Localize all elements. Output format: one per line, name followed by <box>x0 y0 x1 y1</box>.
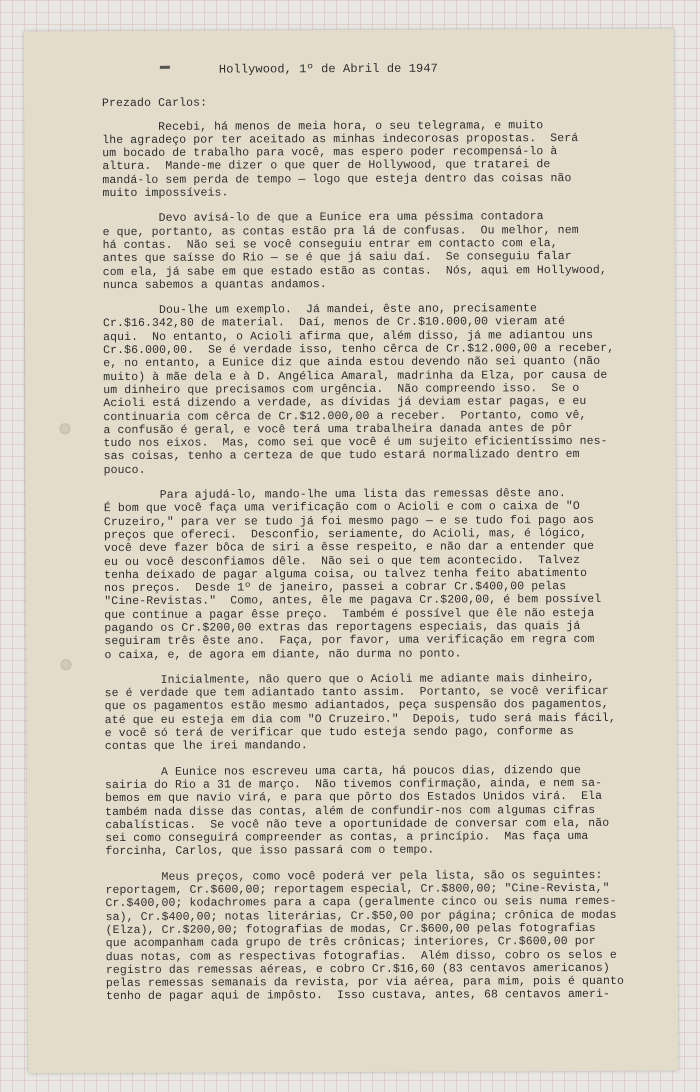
text-line: a confusão é geral, e você terá uma trabalheira danada antes de pôr <box>103 421 573 437</box>
text-line: sas coisas, tenho a certeza de que tudo estará normalizado dentro em <box>103 448 580 464</box>
text-line: que continue a pagar êsse preço. Também é possível que êle não esteja <box>104 606 595 622</box>
text-line: e você só terá de verificar que tudo esteja sendo pago, conforme as <box>104 725 574 741</box>
text-line: sei como conseguirá compreender as contas, a princípio. Mas faça uma <box>105 830 589 846</box>
text-line: sairia do Rio a 31 de março. Não tivemos confirmação, ainda, e nem sa- <box>104 776 603 793</box>
text-line: antes que saísse do Rio — se é que já saiu daí. Se conseguiu falar <box>102 250 572 266</box>
text-line: Cruzeiro," para ver se tudo já foi mesmo pago — e se tudo foi pago aos <box>103 513 594 529</box>
text-line: você deve fazer bôca de siri a êsse respeito, e não dar a entender que <box>103 540 595 556</box>
text-line: Cr.$16.342,80 de material. Daí, menos de Cr.$10.000,00 vieram até <box>102 315 566 331</box>
text-line: Cr.$6.000,00. Se é verdade isso, tenho cêrca de Cr.$12.000,00 a receber, <box>103 341 615 358</box>
text-line: A Eunice nos escreveu uma carta, há poucos dias, dizendo que <box>104 763 582 779</box>
text-line: bemos em que navio virá, e para que pôrto dos Estados Unidos virá. Ela <box>105 790 603 806</box>
text-line: pelas remessas semanais da revista, por via aérea, para mim, pois é quanto <box>105 974 625 991</box>
text-line: cabalísticas. Se você não teve a oportunidade de conversar com ela, não <box>105 816 610 832</box>
text-line: e, no entanto, a Eunice diz que ainda estou devendo não sei quanto (não <box>103 355 601 371</box>
text-line: Devo avisá-lo de que a Eunice era uma péssima contadora <box>102 210 544 226</box>
paragraph <box>105 868 676 1003</box>
text-line: nos preços. Desde 1º de janeiro, passei a cobrar Cr.$400,00 pelas <box>104 580 567 596</box>
text-line: nunca sabemos a quantas andamos. <box>102 277 327 292</box>
text-line: o caixa, e, de agora em diante, não durma no ponto. <box>104 647 462 662</box>
text-line: É bom que você faça uma verificação com o Acioli e com o caixa de "O <box>103 500 580 516</box>
paragraph <box>103 302 674 477</box>
ink-mark <box>160 66 170 69</box>
text-line: seguiram três êste ano. Faça, por favor, uma verificação em regra com <box>104 633 595 649</box>
text-line: eu ou você desconfiamos dêle. Não sei o que tem acontecido. Talvez <box>104 553 581 569</box>
text-line: continuaria com cêrca de Cr.$12.000,00 a receber. Portanto, como vê, <box>103 408 587 424</box>
text-line: Recebi, há menos de meia hora, o seu telegrama, e muito <box>102 118 544 134</box>
punch-hole-top <box>59 423 70 434</box>
text-line: Inicialmente, não quero que o Acioli me adiante mais dinheiro, <box>104 671 595 687</box>
text-line: um bocado de trabalho para você, mas espero poder recompensá-lo à <box>102 145 558 161</box>
punch-hole-bottom <box>60 659 71 670</box>
paragraph <box>104 487 675 662</box>
text-line: e que, portanto, as contas estão pra lá de confusas. Ou melhor, nem <box>102 223 579 239</box>
letter-body <box>102 62 676 1004</box>
text-line: muito) à mãe dela e à D. Angélica Amaral, madrinha da Elza, por causa de <box>103 368 608 384</box>
salutation: Prezado Carlos: <box>102 96 208 111</box>
paragraph <box>105 763 675 859</box>
text-line: com ela, já sabe em que estado estão as contas. Nós, aqui em Hollywood, <box>102 263 607 279</box>
text-line: contas que lhe irei mandando. <box>104 739 308 754</box>
text-line: tenha deixado de pagar alguma coisa, ou talvez tenha feito abatimento <box>104 566 588 582</box>
text-line: que acompanham cada grupo de três crônicas; interiores, Cr.$600,00 por <box>105 935 596 951</box>
text-line: lhe agradeço por ter aceitado as minhas indecorosas propostas. Será <box>102 131 579 147</box>
text-line: um dinheiro que precisamos com urgência. Não compreendo isso. Se o <box>103 381 580 398</box>
text-line: muito impossíveis. <box>102 186 229 201</box>
paragraph <box>103 210 673 292</box>
text-line: altura. Mande-me dizer o que quer de Hollywood, que tratarei de <box>102 158 551 174</box>
text-line: "Cine-Revistas." Como, antes, êle me pagava Cr.$200,00, é bem possível <box>104 593 602 609</box>
text-line: que os pagamentos estão mesmo adiantados, peça suspensão dos pagamentos, <box>104 698 609 714</box>
letter-paragraphs <box>102 118 676 1004</box>
text-line: aqui. No entanto, o Acioli afirma que, além disso, já me adiantou uns <box>103 328 594 344</box>
text-line: tenho de pagar aqui de impôsto. Isso custava, antes, 68 centavos ameri- <box>105 988 611 1004</box>
text-line: reportagem, Cr.$600,00; reportagem especial, Cr.$800,00; "Cine-Revista," <box>105 881 610 898</box>
text-line: se é verdade que tem adiantado tanto assim. Portanto, se você verificar <box>104 685 609 701</box>
text-line: também nada disse das contas, além de confundir-nos com algumas cifras <box>105 803 596 819</box>
text-line: Cr.$400,00; kodachromes para a capa (geralmente cinco ou seis numa remes- <box>105 895 617 911</box>
text-line: forcinha, Carlos, que isso passará com o tempo. <box>105 844 435 859</box>
paragraph <box>105 671 675 753</box>
text-line: registro das remessas aéreas, e cobro Cr.$16,60 (83 centavos americanos) <box>105 961 610 977</box>
paragraph <box>102 118 672 200</box>
text-line: até que eu esteja em dia com "O Cruzeiro." Depois, tudo será mais fácil, <box>104 711 616 727</box>
text-line: sa), Cr.$400,00; notas literárias, Cr.$50,00 por página; crônica de modas <box>105 908 617 924</box>
text-line: pouco. <box>103 463 146 477</box>
dateline: Hollywood, 1º de Abril de 1947 <box>218 61 438 77</box>
text-line: preços que ofereci. Desconfio, seriamente, do Acioli, mas, é lógico, <box>103 526 588 542</box>
text-line: Dou-lhe um exemplo. Já mandei, êste ano, precisamente <box>102 302 538 318</box>
text-line: (Elza), Cr.$200,00; fotografias de modas, Cr.$600,00 pelas fotografias <box>105 921 596 937</box>
text-line: Para ajudá-lo, mando-lhe uma lista das remessas dêste ano. <box>103 487 566 503</box>
text-line: tudo nos eixos. Mas, como sei que você é um sujeito eficientíssimo nes- <box>103 435 608 451</box>
text-line: Acioli está dizendo a verdade, as dívidas já deviam estar pagas, e eu <box>103 395 587 411</box>
text-line: mandá-lo sem perda de tempo — logo que esteja dentro das coisas não <box>102 171 572 187</box>
text-line: pagando os Cr.$200,00 extras das reportagens especiais, das quais já <box>104 619 581 636</box>
typewritten-letter-page <box>24 29 679 1074</box>
text-line: há contas. Não sei se você conseguiu entrar em contacto com ela, <box>102 237 558 253</box>
text-line: duas notas, com as respectivas fotografias. Além disso, cobro os selos e <box>105 948 617 964</box>
text-line: Meus preços, como você poderá ver pela lista, são os seguintes: <box>105 868 603 884</box>
